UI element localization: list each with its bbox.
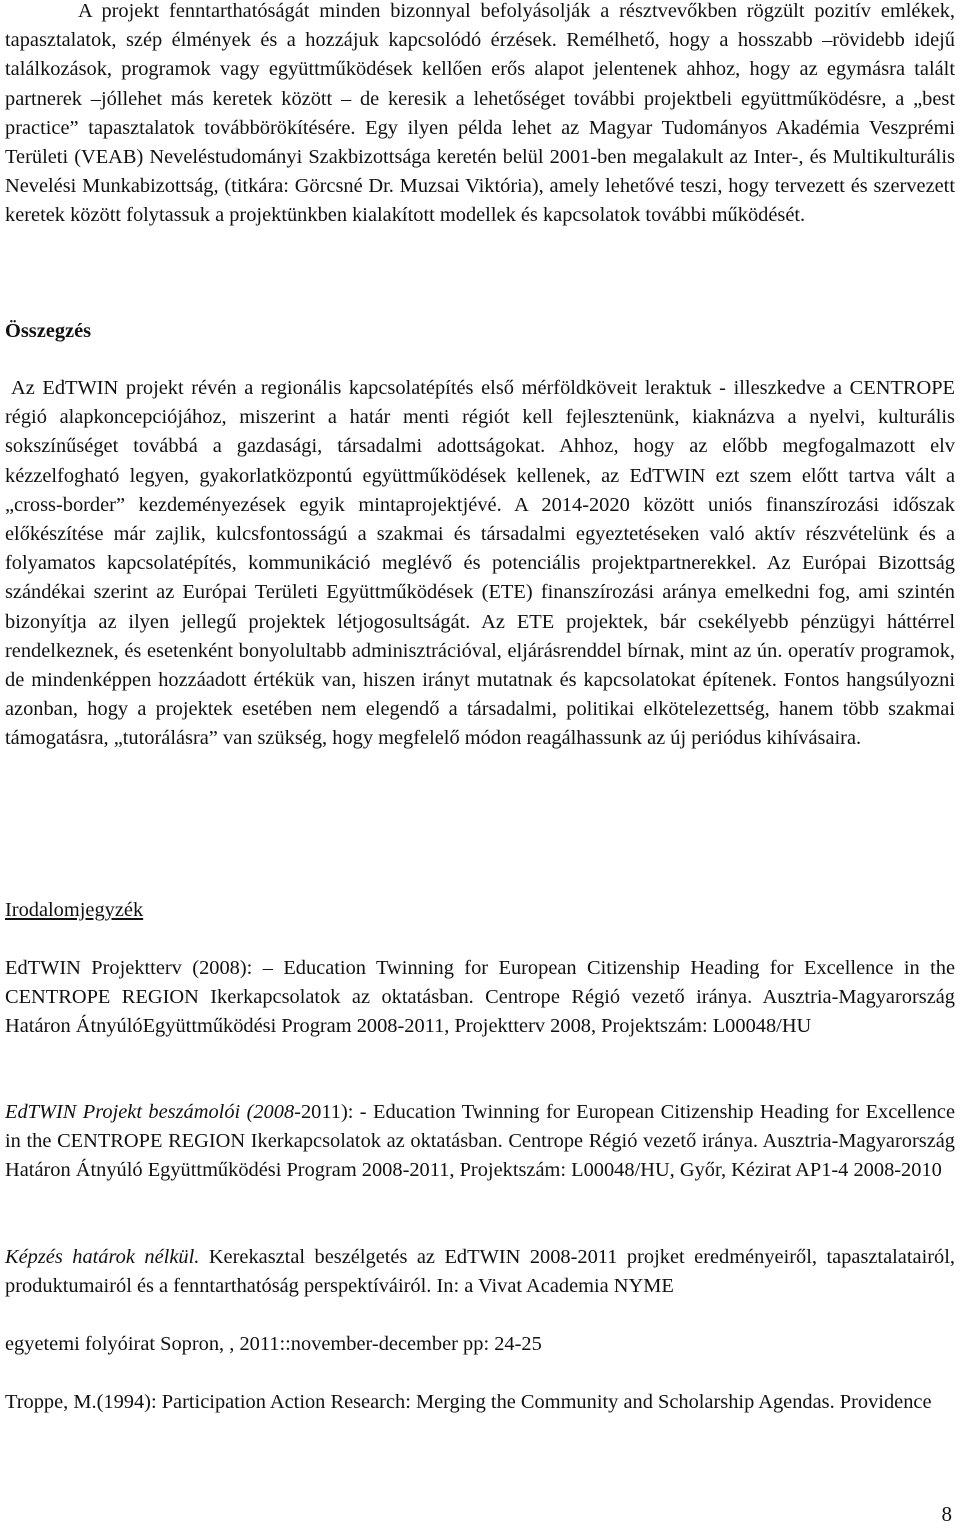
reference-kepzes-hatarok-nelkul — [5, 1243, 955, 1301]
reference-kepzes-title: Képzés határok nélkül. — [5, 1246, 200, 1268]
reference-kepzes-journal: egyetemi folyóirat Sopron, , 2011::november-december pp: 24-25 — [5, 1333, 542, 1355]
reference-troppe: Troppe, M.(1994): Participation Action Research: Merging the Community and Scholarship Agendas. Providence — [5, 1391, 932, 1413]
reference-edtwin-project-plan: EdTWIN Projektterv (2008): – Education Twinning for European Citizenship Heading for Excellence in the CENTROPE REGION Ikerkapcsolatok az oktatásban. Centrope Régió vezető iránya. Ausztria-Magyarország Határon ÁtnyúlóEgyüttműködési Program 2008-2011, Projektterv 2008, Projektszám: L00048/HU — [5, 957, 955, 1038]
paragraph-sustainability: A projekt fenntarthatóságát minden bizonnyal befolyásolják a résztvevőkben rögzült pozitív emlékek, tapasztalatok, szép élmények és a hozzájuk kapcsolódó érzések. Remélhető, hogy a hosszabb –rövidebb idejű találkozások, programok vagy együttműködések kellően erős alapot jelentenek ahhoz, hogy az egymásra talált partnerek –jóllehet más keretek között – de keresik a lehetőséget további projektbeli együttműködésre, a „best practice” tapasztalatok továbbörökítésére. Egy ilyen példa lehet az Magyar Tudományos Akadémia Veszprémi Területi (VEAB) Neveléstudományi Szakbizottsága keretén belül 2001-ben megalakult az Inter-, és Multikulturális Nevelési Munkabizottság, (titkára: Görcsné Dr. Muzsai Viktória), amely lehetővé teszi, hogy tervezett és szervezett keretek között folytassuk a projektünkben kialakított modellek és kapcsolatok további működését. — [5, 0, 955, 227]
reference-kepzes-details: Kerekasztal beszélgetés az EdTWIN 2008-2011 projket eredményeiről, tapasztalatairól, produktumairól és a fenntarthatóság perspektíváiról. In: a Vivat Academia NYME — [5, 1246, 955, 1298]
heading-bibliography: Irodalomjegyzék — [5, 899, 144, 921]
heading-summary: Összegzés — [5, 320, 92, 342]
reference-edtwin-reports-title: EdTWIN Projekt beszámolói (2008- — [5, 1101, 301, 1123]
page-number: 8 — [941, 1502, 952, 1526]
reference-edtwin-reports — [5, 1098, 955, 1186]
paragraph-summary: Az EdTWIN projekt révén a regionális kapcsolatépítés első mérföldköveit leraktuk - illeszkedve a CENTROPE régió alapkoncepciójához, miszerint a határ menti régiót kell fejlesztenünk, kiaknázva a nyelvi, kulturális sokszínűséget továbbá a gazdasági, társadalmi adottságokat. Ahhoz, hogy az előbb megfogalmazott elv kézzelfogható legyen, gyakorlatközpontú együttműködések kellenek, az EdTWIN ezt szem előtt tartva vált a „cross-border” kezdeményezések egyik mintaprojektjévé. A 2014-2020 között uniós finanszírozási időszak előkészítése már zajlik, kulcsfontosságú a szakmai és társadalmi egyeztetéseken való aktív részvételünk és a folyamatos kapcsolatépítés, kommunikáció meglévő és potenciális projektpartnerekkel. Az Európai Bizottság szándékai szerint az Európai Területi Együttműködések (ETE) finanszírozási aránya emelkedni fog, ami szintén bizonyítja az ilyen jellegű projektek létjogosultságát. Az ETE projektek, bár csekélyebb pénzügyi háttérrel rendelkeznek, és esetenként bonyolultabb adminisztrációval, eljárásrenddel bírnak, mint az ún. operatív programok, de mindenképpen hozzáadott értékük van, hiszen irányt mutatnak és kapcsolatokat építenek. Fontos hangsúlyozni azonban, hogy a projektek esetében nem elegendő a társadalmi, politikai elkötelezettség, hanem több szakmai támogatásra, „tutorálásra” van szükség, hogy megfelelő módon reagálhassunk az új periódus kihívásaira. — [5, 377, 955, 750]
reference-edtwin-reports-details: 2011): - Education Twinning for European Citizenship Heading for Excellence in the CENTROPE REGION Ikerkapcsolatok az oktatásban. Centrope Régió vezető iránya. Ausztria-Magyarország Határon Átnyúló Együttműködési Program 2008-2011, Projektszám: L00048/HU, Győr, Kézirat AP1-4 2008-2010 — [5, 1101, 955, 1182]
